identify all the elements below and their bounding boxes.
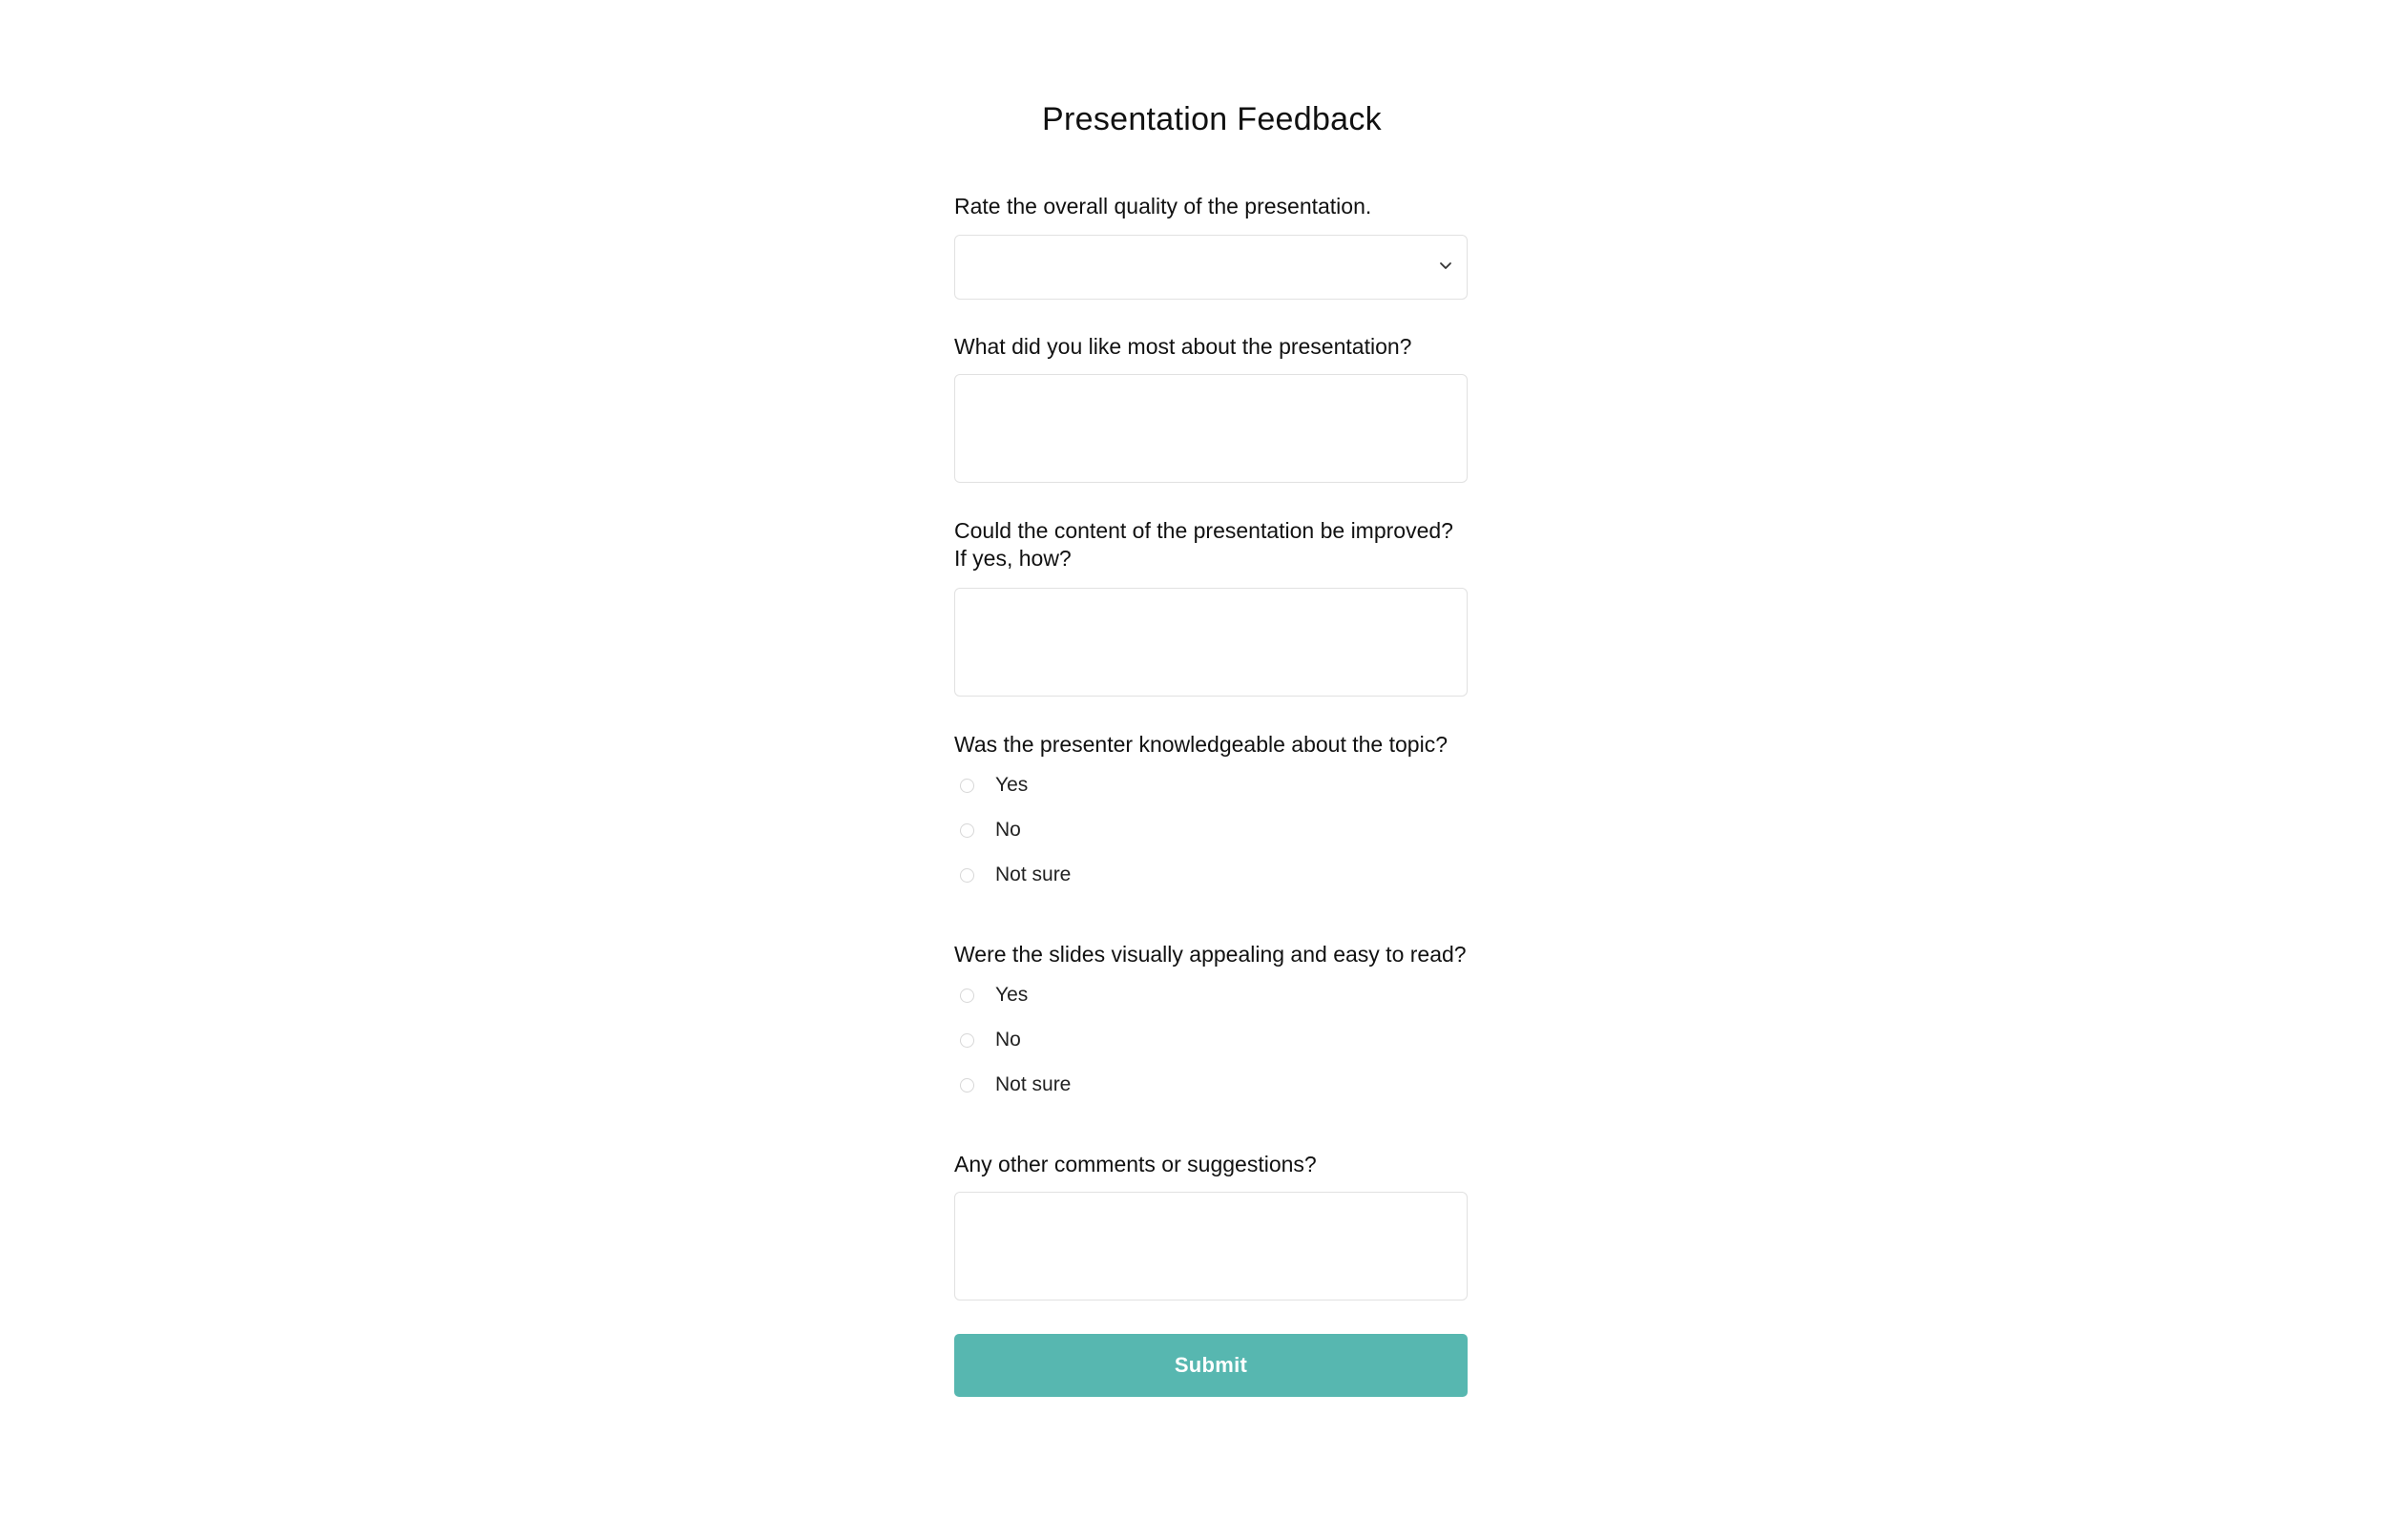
liked-most-textarea[interactable] xyxy=(954,374,1468,483)
radio-label: No xyxy=(995,819,1021,841)
radio-button[interactable] xyxy=(960,779,974,793)
radio-label: Not sure xyxy=(995,864,1072,885)
slides-option-not-sure[interactable] xyxy=(960,1071,1071,1099)
question-improve-line1: Could the content of the presentation be improved? xyxy=(954,518,1453,543)
radio-button[interactable] xyxy=(960,1033,974,1048)
knowledgeable-option-not-sure[interactable] xyxy=(960,861,1071,889)
question-knowledgeable-label: Was the presenter knowledgeable about the topic? xyxy=(954,732,1448,757)
radio-button[interactable] xyxy=(960,868,974,883)
page-title: Presentation Feedback xyxy=(1042,101,1382,137)
improve-content-textarea[interactable] xyxy=(954,588,1468,697)
question-improve-label xyxy=(954,517,1469,572)
question-improve-line2: If yes, how? xyxy=(954,546,1072,571)
radio-label: No xyxy=(995,1029,1021,1051)
question-quality-label: Rate the overall quality of the presentation. xyxy=(954,194,1372,219)
question-liked-label: What did you like most about the presentation? xyxy=(954,334,1412,359)
comments-textarea[interactable] xyxy=(954,1192,1468,1301)
radio-label: Yes xyxy=(995,774,1029,796)
question-comments-label: Any other comments or suggestions? xyxy=(954,1152,1317,1176)
slides-option-no[interactable] xyxy=(960,1026,1021,1054)
radio-button[interactable] xyxy=(960,823,974,838)
question-slides-label: Were the slides visually appealing and easy to read? xyxy=(954,942,1467,967)
knowledgeable-option-yes[interactable] xyxy=(960,771,1028,800)
chevron-down-icon xyxy=(1436,257,1455,276)
quality-select[interactable] xyxy=(954,235,1468,300)
submit-button[interactable]: Submit xyxy=(954,1334,1468,1397)
slides-option-yes[interactable] xyxy=(960,981,1028,1009)
radio-label: Not sure xyxy=(995,1073,1072,1095)
radio-button[interactable] xyxy=(960,989,974,1003)
knowledgeable-option-no[interactable] xyxy=(960,816,1021,844)
radio-button[interactable] xyxy=(960,1078,974,1093)
radio-label: Yes xyxy=(995,984,1029,1006)
